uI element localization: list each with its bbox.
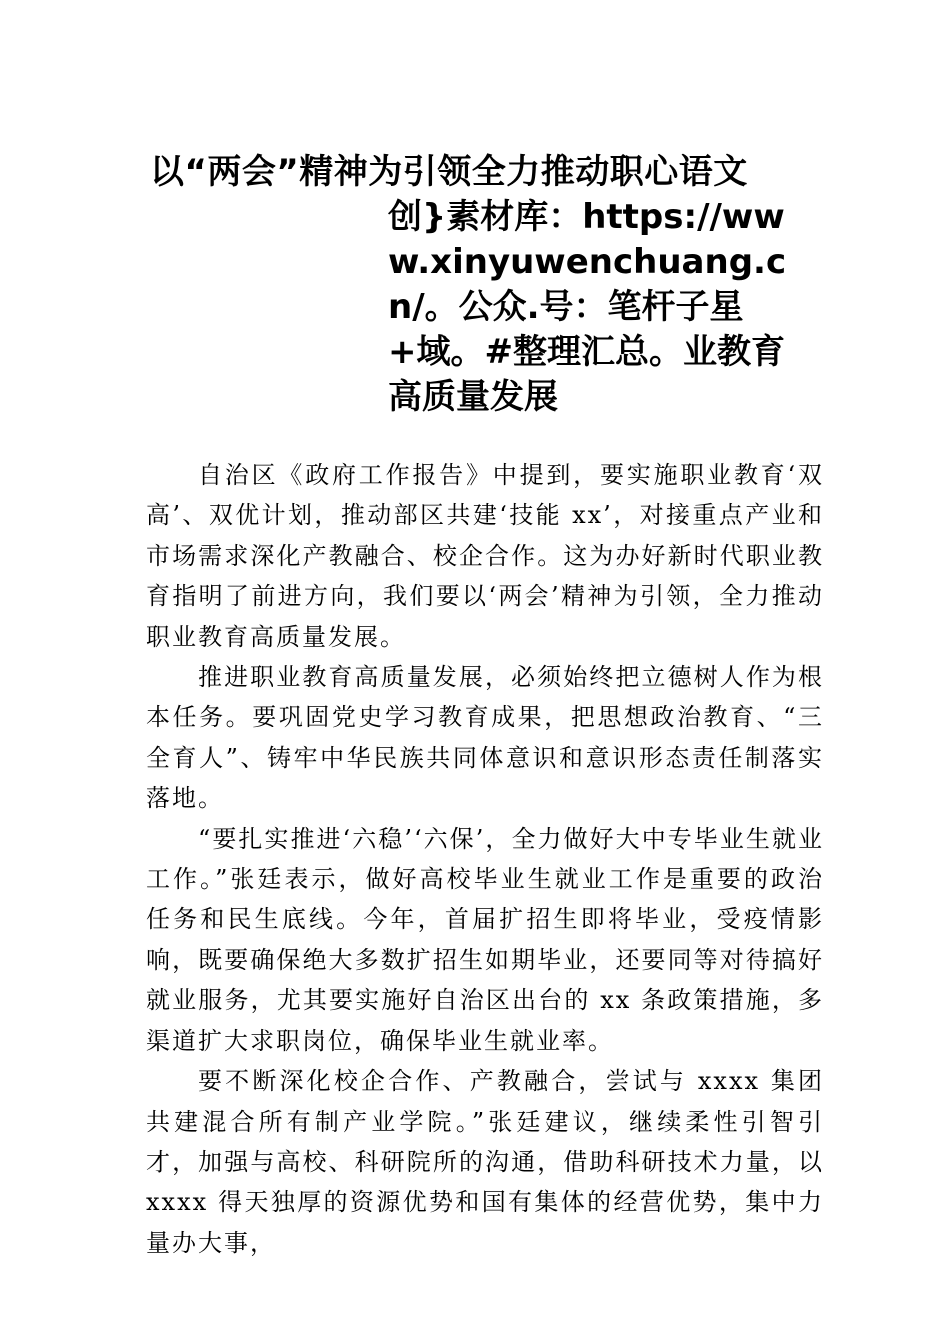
paragraph-2: 推进职业教育高质量发展，必须始终把立德树人作为根本任务。要巩固党史学习教育成果，把思想政治教育、“三全育人”、铸牢中华民族共同体意识和意识形态责任制落实落地。 (146, 663, 824, 813)
title-wrapped-text: 创}素材库：https://www.xinyuwenchuang.cn/。公众.号：笔杆子星+域。#整理汇总。业教育高质量发展 (388, 197, 787, 417)
paragraph-3: “要扎实推进‘六稳’‘六保’，全力做好大中专毕业生就业工作。”张廷表示，做好高校毕业生就业工作是重要的政治任务和民生底线。今年，首届扩招生即将毕业，受疫情影响，既要确保绝大多数扩招生如期毕业，还要同等对待搞好就业服务，尤其要实施好自治区出台的 xx 条政策措施，多渠道扩大求职岗位，确保毕业生就业率。 (146, 824, 824, 1055)
paragraph-4: 要不断深化校企合作、产教融合，尝试与 xxxx 集团共建混合所有制产业学院。”张廷建议，继续柔性引智引才，加强与高校、科研院所的沟通，借助科研技术力量，以 xxxx 得天独厚的资源优势和国有集体的经营优势，集中力量办大事， (146, 1067, 824, 1257)
paragraph-1: 自治区《政府工作报告》中提到，要实施职业教育‘双高’、双优计划，推动部区共建‘技能 xx’，对接重点产业和市场需求深化产教融合、校企合作。这为办好新时代职业教育指明了前进方向，我们要以‘两会’精神为引领，全力推动职业教育高质量发展。 (146, 461, 824, 651)
document-body (146, 455, 824, 1263)
document-title (150, 150, 810, 420)
title-line-1: 以“两会”精神为引领全力推动职心语文 (150, 152, 748, 192)
